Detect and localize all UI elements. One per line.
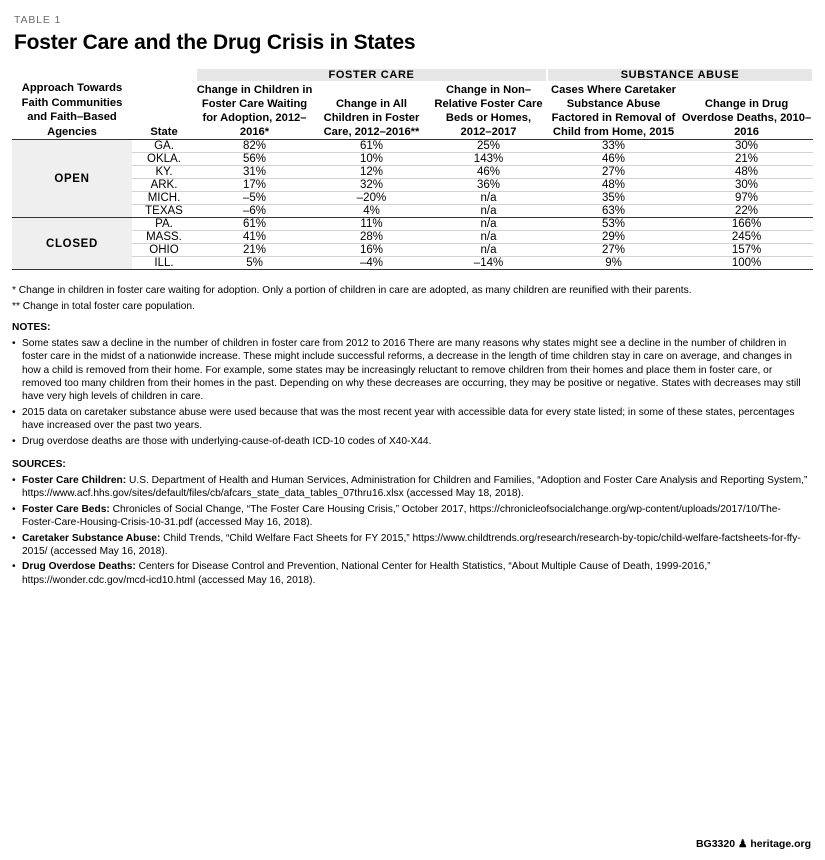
- column-header-approach: Approach Towards Faith Communities and Faith–Based Agencies: [12, 81, 132, 140]
- cell-overdose: 166%: [680, 218, 813, 231]
- cell-adoption-waiting: 17%: [196, 179, 313, 192]
- cell-adoption-waiting: 61%: [196, 218, 313, 231]
- cell-caretaker-substance: 29%: [547, 231, 680, 244]
- table-row: [12, 166, 813, 179]
- cell-all-children: 16%: [313, 244, 430, 257]
- table-label: TABLE 1: [14, 14, 62, 26]
- cell-overdose: 157%: [680, 244, 813, 257]
- cell-beds-homes: n/a: [430, 205, 547, 218]
- footnote-1: * Change in children in foster care waiting for adoption. Only a portion of children in care are adopted, as many children are reunified with their parents.: [12, 285, 692, 297]
- cell-caretaker-substance: 63%: [547, 205, 680, 218]
- cell-beds-homes: n/a: [430, 192, 547, 205]
- cell-adoption-waiting: 82%: [196, 140, 313, 153]
- source-item: [12, 503, 813, 530]
- cell-beds-homes: –14%: [430, 257, 547, 270]
- source-item: [12, 560, 813, 587]
- column-header-adoption-waiting: Change in Children in Foster Care Waiting for Adoption, 2012–2016*: [196, 81, 313, 140]
- cell-caretaker-substance: 48%: [547, 179, 680, 192]
- cell-beds-homes: 25%: [430, 140, 547, 153]
- source-label: Foster Care Beds:: [22, 503, 110, 515]
- cell-all-children: –20%: [313, 192, 430, 205]
- cell-adoption-waiting: –6%: [196, 205, 313, 218]
- cell-overdose: 22%: [680, 205, 813, 218]
- cell-caretaker-substance: 27%: [547, 166, 680, 179]
- cell-overdose: 48%: [680, 166, 813, 179]
- cell-state: TEXAS: [132, 205, 196, 218]
- cell-adoption-waiting: –5%: [196, 192, 313, 205]
- cell-state: GA.: [132, 140, 196, 153]
- group-header-spacer: [12, 69, 132, 81]
- source-label: Caretaker Substance Abuse:: [22, 532, 161, 544]
- source-text: Child Trends, “Child Welfare Fact Sheets for FY 2015,” https://www.childtrends.org/research/research-by-topic/child-welfare-factsheets-for-ffy-2015/ (accessed May 16, 2018).: [22, 532, 801, 557]
- column-header-state: State: [132, 81, 196, 140]
- source-label: Foster Care Children:: [22, 474, 127, 486]
- group-header-foster-care: FOSTER CARE: [196, 69, 547, 81]
- table-row: [12, 205, 813, 218]
- page-title: Foster Care and the Drug Crisis in States: [14, 31, 416, 54]
- cell-caretaker-substance: 35%: [547, 192, 680, 205]
- cell-overdose: 97%: [680, 192, 813, 205]
- cell-all-children: –4%: [313, 257, 430, 270]
- cell-state: ILL.: [132, 257, 196, 270]
- cell-caretaker-substance: 53%: [547, 218, 680, 231]
- source-item: [12, 474, 813, 501]
- cell-state: MICH.: [132, 192, 196, 205]
- group-header-substance-abuse: SUBSTANCE ABUSE: [547, 69, 813, 81]
- cell-state: PA.: [132, 218, 196, 231]
- cell-overdose: 30%: [680, 140, 813, 153]
- cell-overdose: 100%: [680, 257, 813, 270]
- cell-caretaker-substance: 46%: [547, 153, 680, 166]
- cell-state: OHIO: [132, 244, 196, 257]
- cell-all-children: 4%: [313, 205, 430, 218]
- cell-overdose: 30%: [680, 179, 813, 192]
- table-row: [12, 140, 813, 153]
- data-table: [12, 69, 814, 270]
- cell-adoption-waiting: 56%: [196, 153, 313, 166]
- source-label: Drug Overdose Deaths:: [22, 561, 136, 573]
- cell-overdose: 245%: [680, 231, 813, 244]
- cell-all-children: 12%: [313, 166, 430, 179]
- cell-adoption-waiting: 31%: [196, 166, 313, 179]
- source-text: Centers for Disease Control and Prevention, National Center for Health Statistics, “About Multiple Cause of Death, 1999-2016,” https://wonder.cdc.gov/mcd-icd10.html (accessed May 16, 2018).: [22, 561, 711, 586]
- cell-beds-homes: n/a: [430, 244, 547, 257]
- cell-adoption-waiting: 41%: [196, 231, 313, 244]
- sources-header: SOURCES:: [12, 459, 66, 471]
- cell-adoption-waiting: 5%: [196, 257, 313, 270]
- cell-state: MASS.: [132, 231, 196, 244]
- table-row: [12, 244, 813, 257]
- table-row: [12, 179, 813, 192]
- cell-beds-homes: n/a: [430, 231, 547, 244]
- cell-caretaker-substance: 9%: [547, 257, 680, 270]
- column-header-caretaker-substance: Cases Where Caretaker Substance Abuse Factored in Removal of Child from Home, 2015: [547, 81, 680, 140]
- cell-all-children: 61%: [313, 140, 430, 153]
- cell-all-children: 32%: [313, 179, 430, 192]
- cell-caretaker-substance: 33%: [547, 140, 680, 153]
- column-header-beds-homes: Change in Non–Relative Foster Care Beds or Homes, 2012–2017: [430, 81, 547, 140]
- cell-beds-homes: 143%: [430, 153, 547, 166]
- category-open: OPEN: [12, 140, 132, 218]
- table-row: [12, 231, 813, 244]
- cell-all-children: 10%: [313, 153, 430, 166]
- cell-overdose: 21%: [680, 153, 813, 166]
- cell-adoption-waiting: 21%: [196, 244, 313, 257]
- table-row: [12, 218, 813, 231]
- group-header-row: [12, 69, 813, 81]
- cell-beds-homes: 36%: [430, 179, 547, 192]
- footer: [696, 838, 811, 850]
- cell-beds-homes: 46%: [430, 166, 547, 179]
- heritage-mark: ♟ heritage.org: [737, 838, 811, 850]
- notes-header: NOTES:: [12, 322, 51, 334]
- footnote-2: ** Change in total foster care population.: [12, 300, 195, 312]
- cell-state: OKLA.: [132, 153, 196, 166]
- note-item: • 2015 data on caretaker substance abuse were used because that was the most recent year with accessible data for every state listed; in some of these states, percentages have increased over the past two years.: [12, 406, 813, 433]
- source-text: U.S. Department of Health and Human Services, Administration for Children and Families, “Adoption and Foster Care Analysis and Reporting System,” https://www.acf.hhs.gov/sites/default/files/cb/afcars_state_data_tables_07thru16.xlsx (accessed May 18, 2018).: [22, 474, 808, 500]
- sources-section: [12, 458, 813, 587]
- cell-beds-homes: n/a: [430, 218, 547, 231]
- column-header-row: [12, 81, 813, 140]
- cell-caretaker-substance: 27%: [547, 244, 680, 257]
- note-item: • Drug overdose deaths are those with underlying-cause-of-death ICD-10 codes of X40-X44.: [12, 435, 813, 448]
- column-header-overdose: Change in Drug Overdose Deaths, 2010–2016: [680, 81, 813, 140]
- cell-state: ARK.: [132, 179, 196, 192]
- cell-all-children: 28%: [313, 231, 430, 244]
- cell-all-children: 11%: [313, 218, 430, 231]
- source-text: Chronicles of Social Change, “The Foster Care Housing Crisis,” October 2017, https://chronicleofsocialchange.org/wp-content/uploads/2017/10/The-Foster-Care-Housing-Crisis-10-31.pdf (accessed May 16, 2018).: [22, 503, 781, 529]
- source-item: [12, 532, 813, 559]
- notes-section: [12, 284, 813, 448]
- note-item: • Some states saw a decline in the number of children in foster care from 2012 to 2016 There are many reasons why states might see a decline in the number of children in foster care in the midst of a nationwide increase. These might include successful reforms, a decrease in the length of time children stay in care on average, and changes in how a child is removed from their home. For example, some states may be increasingly reluctant to remove children from their homes and place them in foster care, or removed too many children from their homes in the past. Depending on why these decreases are occurring, they may be positive or negative. States with decreases may still have very high levels of children in care.: [12, 337, 813, 404]
- column-header-all-children: Change in All Children in Foster Care, 2012–2016**: [313, 81, 430, 140]
- table-row: [12, 257, 813, 270]
- group-header-spacer-2: [132, 69, 196, 81]
- cell-state: KY.: [132, 166, 196, 179]
- table-row: [12, 153, 813, 166]
- report-id: BG3320: [695, 838, 736, 850]
- table-row: [12, 192, 813, 205]
- category-closed: CLOSED: [12, 218, 132, 270]
